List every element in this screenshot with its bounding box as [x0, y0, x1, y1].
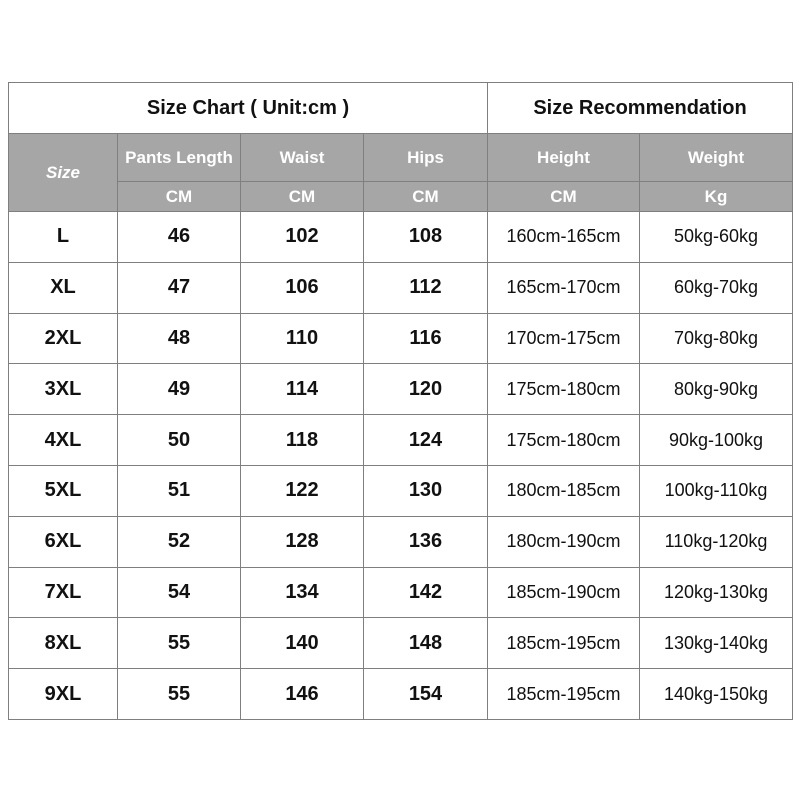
size-cell: 5XL [9, 465, 118, 516]
waist-cell: 106 [241, 262, 364, 313]
size-chart-table [8, 82, 793, 720]
hips-cell: 130 [364, 465, 488, 516]
table-row [9, 516, 793, 567]
header-size: Size [9, 134, 118, 212]
height-cell: 180cm-185cm [488, 465, 640, 516]
height-cell: 170cm-175cm [488, 313, 640, 364]
pants-length-cell: 48 [118, 313, 241, 364]
table-row [9, 262, 793, 313]
pants-length-cell: 46 [118, 212, 241, 263]
size-cell: L [9, 212, 118, 263]
height-cell: 185cm-195cm [488, 669, 640, 720]
header-pants-length: Pants Length [118, 134, 241, 182]
hips-cell: 148 [364, 618, 488, 669]
title-row [9, 83, 793, 134]
size-recommendation-title: Size Recommendation [488, 83, 793, 134]
pants-length-cell: 52 [118, 516, 241, 567]
pants-length-cell: 49 [118, 364, 241, 415]
pants-length-cell: 55 [118, 618, 241, 669]
size-cell: 6XL [9, 516, 118, 567]
header-weight: Weight [640, 134, 793, 182]
weight-cell: 120kg-130kg [640, 567, 793, 618]
table-row [9, 212, 793, 263]
header-height: Height [488, 134, 640, 182]
size-cell: 2XL [9, 313, 118, 364]
weight-cell: 90kg-100kg [640, 415, 793, 466]
size-cell: XL [9, 262, 118, 313]
waist-cell: 134 [241, 567, 364, 618]
waist-cell: 122 [241, 465, 364, 516]
pants-length-cell: 50 [118, 415, 241, 466]
waist-cell: 114 [241, 364, 364, 415]
table-row [9, 415, 793, 466]
height-cell: 165cm-170cm [488, 262, 640, 313]
size-cell: 8XL [9, 618, 118, 669]
table-row [9, 465, 793, 516]
hips-cell: 142 [364, 567, 488, 618]
pants-length-cell: 47 [118, 262, 241, 313]
waist-cell: 128 [241, 516, 364, 567]
hips-cell: 136 [364, 516, 488, 567]
waist-cell: 118 [241, 415, 364, 466]
table-row [9, 669, 793, 720]
header-row [9, 134, 793, 182]
table-row [9, 618, 793, 669]
size-cell: 9XL [9, 669, 118, 720]
waist-cell: 140 [241, 618, 364, 669]
weight-cell: 110kg-120kg [640, 516, 793, 567]
weight-cell: 80kg-90kg [640, 364, 793, 415]
hips-cell: 124 [364, 415, 488, 466]
hips-cell: 108 [364, 212, 488, 263]
height-cell: 175cm-180cm [488, 364, 640, 415]
pants-length-cell: 51 [118, 465, 241, 516]
header-waist: Waist [241, 134, 364, 182]
waist-cell: 146 [241, 669, 364, 720]
size-cell: 3XL [9, 364, 118, 415]
pants-length-cell: 54 [118, 567, 241, 618]
waist-cell: 110 [241, 313, 364, 364]
weight-cell: 100kg-110kg [640, 465, 793, 516]
weight-cell: 70kg-80kg [640, 313, 793, 364]
unit-weight: Kg [640, 182, 793, 212]
height-cell: 160cm-165cm [488, 212, 640, 263]
weight-cell: 140kg-150kg [640, 669, 793, 720]
unit-height: CM [488, 182, 640, 212]
waist-cell: 102 [241, 212, 364, 263]
table-row [9, 567, 793, 618]
unit-hips: CM [364, 182, 488, 212]
weight-cell: 50kg-60kg [640, 212, 793, 263]
size-cell: 4XL [9, 415, 118, 466]
hips-cell: 112 [364, 262, 488, 313]
weight-cell: 60kg-70kg [640, 262, 793, 313]
hips-cell: 154 [364, 669, 488, 720]
header-hips: Hips [364, 134, 488, 182]
pants-length-cell: 55 [118, 669, 241, 720]
height-cell: 185cm-195cm [488, 618, 640, 669]
unit-waist: CM [241, 182, 364, 212]
hips-cell: 116 [364, 313, 488, 364]
weight-cell: 130kg-140kg [640, 618, 793, 669]
unit-row [9, 182, 793, 212]
height-cell: 180cm-190cm [488, 516, 640, 567]
size-cell: 7XL [9, 567, 118, 618]
unit-pants-length: CM [118, 182, 241, 212]
height-cell: 175cm-180cm [488, 415, 640, 466]
table-row [9, 313, 793, 364]
height-cell: 185cm-190cm [488, 567, 640, 618]
size-chart-title: Size Chart ( Unit:cm ) [9, 83, 488, 134]
table-row [9, 364, 793, 415]
hips-cell: 120 [364, 364, 488, 415]
